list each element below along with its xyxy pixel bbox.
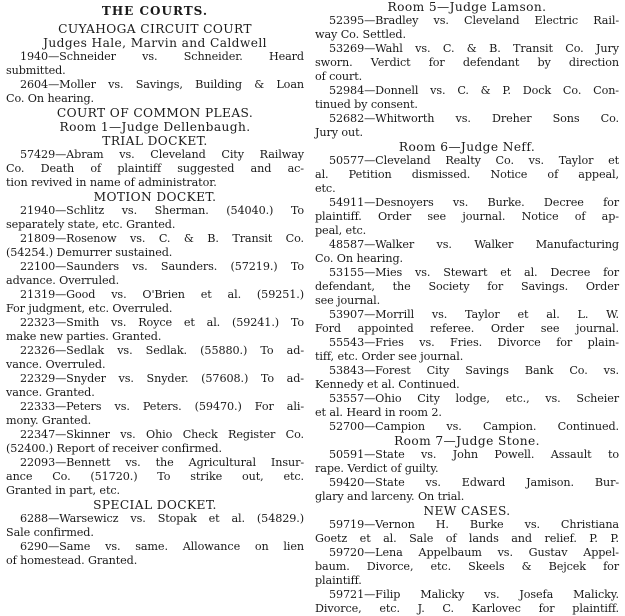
right-column-line: 52700—Campion vs. Campion. Continued. bbox=[329, 420, 619, 433]
right-column-line: Room 7—Judge Stone. bbox=[394, 434, 540, 448]
right-column-line: plaintiff. bbox=[315, 574, 362, 587]
left-column-line: 22326—Sedlak vs. Sedlak. (55880.) To ad- bbox=[20, 344, 304, 357]
right-column-line: baum. Divorce, etc. Skeels & Bejcek for bbox=[315, 560, 619, 573]
right-column-line: 59721—Filip Malicky vs. Josefa Malicky. bbox=[329, 588, 619, 601]
right-column-line: tiff, etc. Order see journal. bbox=[315, 350, 464, 363]
left-column-line: 2604—Moller vs. Savings, Building & Loan bbox=[20, 78, 304, 91]
right-column-line: 52984—Donnell vs. C. & P. Dock Co. Con- bbox=[329, 84, 619, 97]
left-column-line: 22323—Smith vs. Royce et al. (59241.) To bbox=[20, 316, 304, 329]
right-column-line: 53269—Wahl vs. C. & B. Transit Co. Jury bbox=[329, 42, 619, 55]
right-column bbox=[315, 0, 619, 615]
left-column-line: 57429—Abram vs. Cleveland City Railway bbox=[20, 148, 304, 161]
left-column-line: 21319—Good vs. O'Brien et al. (59251.) bbox=[20, 288, 304, 301]
right-column-line: 54911—Desnoyers vs. Burke. Decree for bbox=[329, 196, 619, 209]
right-column-line: Goetz et al. Sale of lands and relief. P. P. bbox=[315, 532, 619, 545]
right-column-line: 50577—Cleveland Realty Co. vs. Taylor et bbox=[329, 154, 619, 167]
left-column-line: vance. Overruled. bbox=[6, 358, 106, 371]
right-column-line: Ford appointed referee. Order see journal. bbox=[315, 322, 619, 335]
left-column-line: 22093—Bennett vs. the Agricultural Insur- bbox=[20, 456, 304, 469]
right-column-line: 50591—State vs. John Powell. Assault to bbox=[329, 448, 619, 461]
right-column-line: defendant, the Society for Savings. Order bbox=[315, 280, 619, 293]
left-column-line: Co. Death of plaintiff suggested and ac- bbox=[6, 162, 304, 175]
left-column-line: ance Co. (51720.) To strike out, etc. bbox=[6, 470, 304, 483]
right-column-line: Kennedy et al. Continued. bbox=[315, 378, 460, 391]
left-column-line: 22329—Snyder vs. Snyder. (57608.) To ad- bbox=[20, 372, 304, 385]
right-column-line: way Co. Settled. bbox=[315, 28, 406, 41]
right-column-line: tinued by consent. bbox=[315, 98, 418, 111]
left-column-line: tion revived in name of administrator. bbox=[6, 176, 217, 189]
right-column-line: 52682—Whitworth vs. Dreher Sons Co. bbox=[329, 112, 619, 125]
left-column-line: Sale confirmed. bbox=[6, 526, 94, 539]
left-column-line: Room 1—Judge Dellenbaugh. bbox=[59, 120, 251, 134]
right-column-line: et al. Heard in room 2. bbox=[315, 406, 442, 419]
right-column-line: 48587—Walker vs. Walker Manufacturing bbox=[329, 238, 619, 251]
left-column-line: make new parties. Granted. bbox=[6, 330, 162, 343]
right-column-line: Room 6—Judge Neff. bbox=[398, 140, 536, 154]
left-column-line: vance. Granted. bbox=[6, 386, 95, 399]
right-column-line: 53907—Morrill vs. Taylor et al. L. W. bbox=[329, 308, 619, 321]
left-column-line: 6290—Same vs. same. Allowance on lien bbox=[20, 540, 304, 553]
left-column-line: mony. Granted. bbox=[6, 414, 92, 427]
left-column-line: of homestead. Granted. bbox=[6, 554, 138, 567]
left-column-line: 6288—Warsewicz vs. Stopak et al. (54829.) bbox=[20, 512, 304, 525]
right-column-line: 59720—Lena Appelbaum vs. Gustav Appel- bbox=[329, 546, 619, 559]
right-column-line: NEW CASES. bbox=[423, 504, 511, 518]
left-column-line: separately state, etc. Granted. bbox=[6, 218, 176, 231]
right-column-line: 55543—Fries vs. Fries. Divorce for plain- bbox=[329, 336, 619, 349]
left-column-line: 22333—Peters vs. Peters. (59470.) For ali- bbox=[20, 400, 304, 413]
right-column-line: 59420—State vs. Edward Jamison. Bur- bbox=[329, 476, 619, 489]
left-column-line: CUYAHOGA CIRCUIT COURT bbox=[58, 22, 252, 36]
right-column-line: Co. On hearing. bbox=[315, 252, 403, 265]
left-column-line: advance. Overruled. bbox=[6, 274, 120, 287]
right-column-line: sworn. Verdict for defendant by direction bbox=[315, 56, 619, 69]
left-column-line: Co. On hearing. bbox=[6, 92, 94, 105]
left-column-line: submitted. bbox=[6, 64, 66, 77]
right-column-line: 53843—Forest City Savings Bank Co. vs. bbox=[329, 364, 619, 377]
right-column-line: 53155—Mies vs. Stewart et al. Decree for bbox=[329, 266, 619, 279]
right-column-line: see journal. bbox=[315, 294, 381, 307]
right-column-line: 52395—Bradley vs. Cleveland Electric Rail- bbox=[329, 14, 619, 27]
right-column-line: 53557—Ohio City lodge, etc., vs. Scheier bbox=[329, 392, 619, 405]
right-column-line: Jury out. bbox=[315, 126, 364, 139]
left-column-line: 22347—Skinner vs. Ohio Check Register Co. bbox=[20, 428, 304, 441]
left-column-line: 1940—Schneider vs. Schneider. Heard bbox=[20, 50, 304, 63]
right-column-line: Divorce, etc. J. C. Karlovec for plaintiff. bbox=[315, 602, 619, 615]
right-column-line: al. Petition dismissed. Notice of appeal, bbox=[315, 168, 619, 181]
left-column-line: For judgment, etc. Overruled. bbox=[6, 302, 173, 315]
right-column-line: Room 5—Judge Lamson. bbox=[387, 0, 547, 14]
right-column-line: of court. bbox=[315, 70, 363, 83]
left-column-line: COURT OF COMMON PLEAS. bbox=[56, 106, 254, 120]
left-column bbox=[6, 0, 304, 567]
left-column-line: 22100—Saunders vs. Saunders. (57219.) To bbox=[20, 260, 304, 273]
right-column-line: etc. bbox=[315, 182, 336, 195]
right-column-line: 59719—Vernon H. Burke vs. Christiana bbox=[329, 518, 619, 531]
left-column-line: (54254.) Demurrer sustained. bbox=[6, 246, 173, 259]
left-column-line: THE COURTS. bbox=[101, 4, 209, 18]
left-column-line: (52400.) Report of receiver confirmed. bbox=[6, 442, 222, 455]
left-column-line: Judges Hale, Marvin and Caldwell bbox=[43, 36, 267, 50]
right-column-line: peal, etc. bbox=[315, 224, 367, 237]
left-column-line: Granted in part, etc. bbox=[6, 484, 120, 497]
left-column-line: MOTION DOCKET. bbox=[93, 190, 217, 204]
right-column-line: rape. Verdict of guilty. bbox=[315, 462, 439, 475]
left-column-line: 21940—Schlitz vs. Sherman. (54040.) To bbox=[20, 204, 304, 217]
left-column-line: 21809—Rosenow vs. C. & B. Transit Co. bbox=[20, 232, 304, 245]
left-column-line: TRIAL DOCKET. bbox=[102, 134, 208, 148]
right-column-line: plaintiff. Order see journal. Notice of ap- bbox=[315, 210, 619, 223]
left-column-line: SPECIAL DOCKET. bbox=[93, 498, 217, 512]
right-column-line: glary and larceny. On trial. bbox=[315, 490, 465, 503]
